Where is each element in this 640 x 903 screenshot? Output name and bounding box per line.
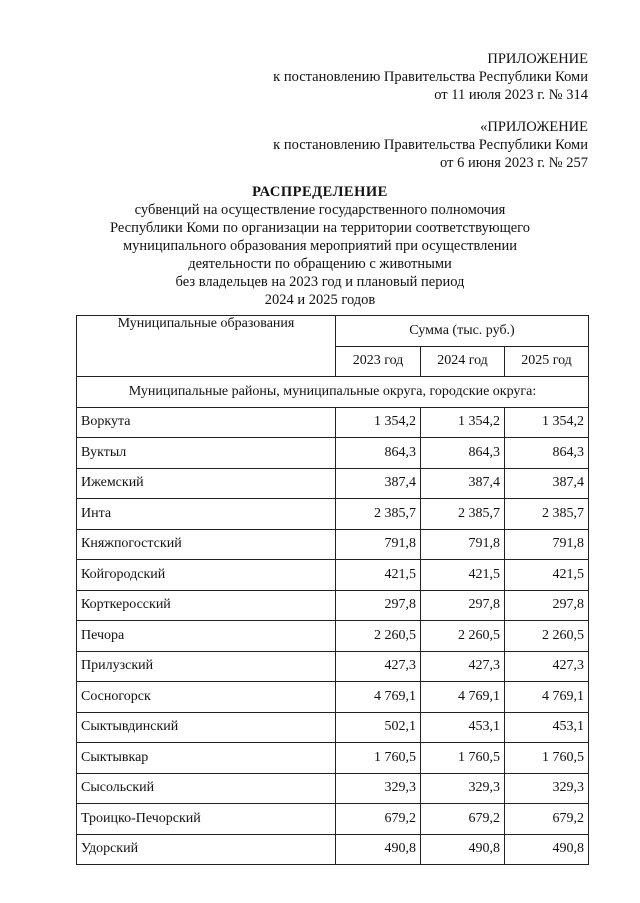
title-line: субвенций на осуществление государственного полномочия [134, 202, 506, 218]
table-row [77, 651, 589, 682]
appendix-label: ПРИЛОЖЕНИЕ [487, 51, 588, 67]
amount-cell: 490,8 [421, 834, 505, 865]
appendix-header-previous [273, 118, 588, 172]
amount-cell: 490,8 [336, 834, 421, 865]
amount-cell: 1 760,5 [421, 743, 505, 774]
amount-cell: 453,1 [505, 712, 589, 743]
amount-cell: 427,3 [505, 651, 589, 682]
amount-cell: 679,2 [336, 804, 421, 835]
table-row [77, 712, 589, 743]
table-row [77, 468, 589, 499]
municipality-name: Ижемский [77, 468, 336, 499]
amount-cell: 791,8 [505, 529, 589, 560]
title-line: без владельцев на 2023 год и плановый период [175, 274, 465, 290]
municipality-name: Инта [77, 499, 336, 530]
title-line: Республики Коми по организации на территории соответствующего [109, 220, 531, 236]
amount-cell: 2 385,7 [421, 499, 505, 530]
table-row [77, 834, 589, 865]
amount-cell: 864,3 [421, 438, 505, 469]
amount-cell: 679,2 [505, 804, 589, 835]
document-title [20, 183, 620, 309]
amount-cell: 2 385,7 [336, 499, 421, 530]
amount-cell: 791,8 [421, 529, 505, 560]
municipality-name: Сосногорск [77, 682, 336, 713]
table-row [77, 743, 589, 774]
table-header-row [77, 316, 589, 347]
appendix-decree-date: от 6 июня 2023 г. № 257 [440, 155, 588, 171]
appendix-decree-ref: к постановлению Правительства Республики Коми [273, 137, 588, 153]
municipality-name: Печора [77, 621, 336, 652]
table-row [77, 560, 589, 591]
title-line: деятельности по обращению с животными [188, 256, 452, 272]
municipality-name: Прилузский [77, 651, 336, 682]
amount-cell: 864,3 [505, 438, 589, 469]
title-main: РАСПРЕДЕЛЕНИЕ [252, 184, 388, 200]
column-header-year: 2025 год [505, 346, 589, 377]
amount-cell: 1 354,2 [421, 407, 505, 438]
amount-cell: 421,5 [336, 560, 421, 591]
table-row [77, 438, 589, 469]
amount-cell: 421,5 [421, 560, 505, 591]
municipality-name: Троицко-Печорский [77, 804, 336, 835]
municipality-name: Княжпогостский [77, 529, 336, 560]
amount-cell: 502,1 [336, 712, 421, 743]
column-header-sum: Сумма (тыс. руб.) [336, 316, 589, 347]
municipality-name: Койгородский [77, 560, 336, 591]
municipality-name: Вуктыл [77, 438, 336, 469]
amount-cell: 329,3 [421, 773, 505, 804]
appendix-decree-date: от 11 июля 2023 г. № 314 [434, 87, 588, 103]
amount-cell: 297,8 [505, 590, 589, 621]
amount-cell: 387,4 [336, 468, 421, 499]
table-row [77, 773, 589, 804]
amount-cell: 1 354,2 [505, 407, 589, 438]
column-header-year: 2024 год [421, 346, 505, 377]
amount-cell: 387,4 [505, 468, 589, 499]
amount-cell: 4 769,1 [336, 682, 421, 713]
amount-cell: 297,8 [421, 590, 505, 621]
title-line: 2024 и 2025 годов [264, 292, 376, 308]
appendix-decree-ref: к постановлению Правительства Республики Коми [273, 69, 588, 85]
table-row [77, 682, 589, 713]
amount-cell: 2 260,5 [421, 621, 505, 652]
amount-cell: 679,2 [421, 804, 505, 835]
column-header-municipality: Муниципальные образования [77, 316, 336, 377]
appendix-header-current [273, 50, 588, 104]
amount-cell: 2 385,7 [505, 499, 589, 530]
municipality-name: Воркута [77, 407, 336, 438]
appendix-label: «ПРИЛОЖЕНИЕ [480, 119, 588, 135]
section-label: Муниципальные районы, муниципальные округа, городские округа: [77, 377, 589, 408]
municipality-name: Сыктывкар [77, 743, 336, 774]
amount-cell: 4 769,1 [505, 682, 589, 713]
title-line: муниципального образования мероприятий при осуществлении [122, 238, 518, 254]
amount-cell: 427,3 [421, 651, 505, 682]
amount-cell: 427,3 [336, 651, 421, 682]
amount-cell: 453,1 [421, 712, 505, 743]
column-header-year: 2023 год [336, 346, 421, 377]
table-section-row [77, 377, 589, 408]
amount-cell: 329,3 [336, 773, 421, 804]
amount-cell: 421,5 [505, 560, 589, 591]
amount-cell: 329,3 [505, 773, 589, 804]
amount-cell: 1 760,5 [336, 743, 421, 774]
municipality-name: Сыктывдинский [77, 712, 336, 743]
table-row [77, 621, 589, 652]
municipality-name: Сысольский [77, 773, 336, 804]
municipality-name: Удорский [77, 834, 336, 865]
amount-cell: 4 769,1 [421, 682, 505, 713]
amount-cell: 387,4 [421, 468, 505, 499]
amount-cell: 2 260,5 [336, 621, 421, 652]
amount-cell: 1 354,2 [336, 407, 421, 438]
amount-cell: 1 760,5 [505, 743, 589, 774]
table-row [77, 529, 589, 560]
amount-cell: 297,8 [336, 590, 421, 621]
distribution-table [76, 315, 589, 865]
amount-cell: 490,8 [505, 834, 589, 865]
table-row [77, 590, 589, 621]
table-row [77, 499, 589, 530]
table-row [77, 407, 589, 438]
amount-cell: 864,3 [336, 438, 421, 469]
municipality-name: Корткеросский [77, 590, 336, 621]
amount-cell: 2 260,5 [505, 621, 589, 652]
amount-cell: 791,8 [336, 529, 421, 560]
table-row [77, 804, 589, 835]
